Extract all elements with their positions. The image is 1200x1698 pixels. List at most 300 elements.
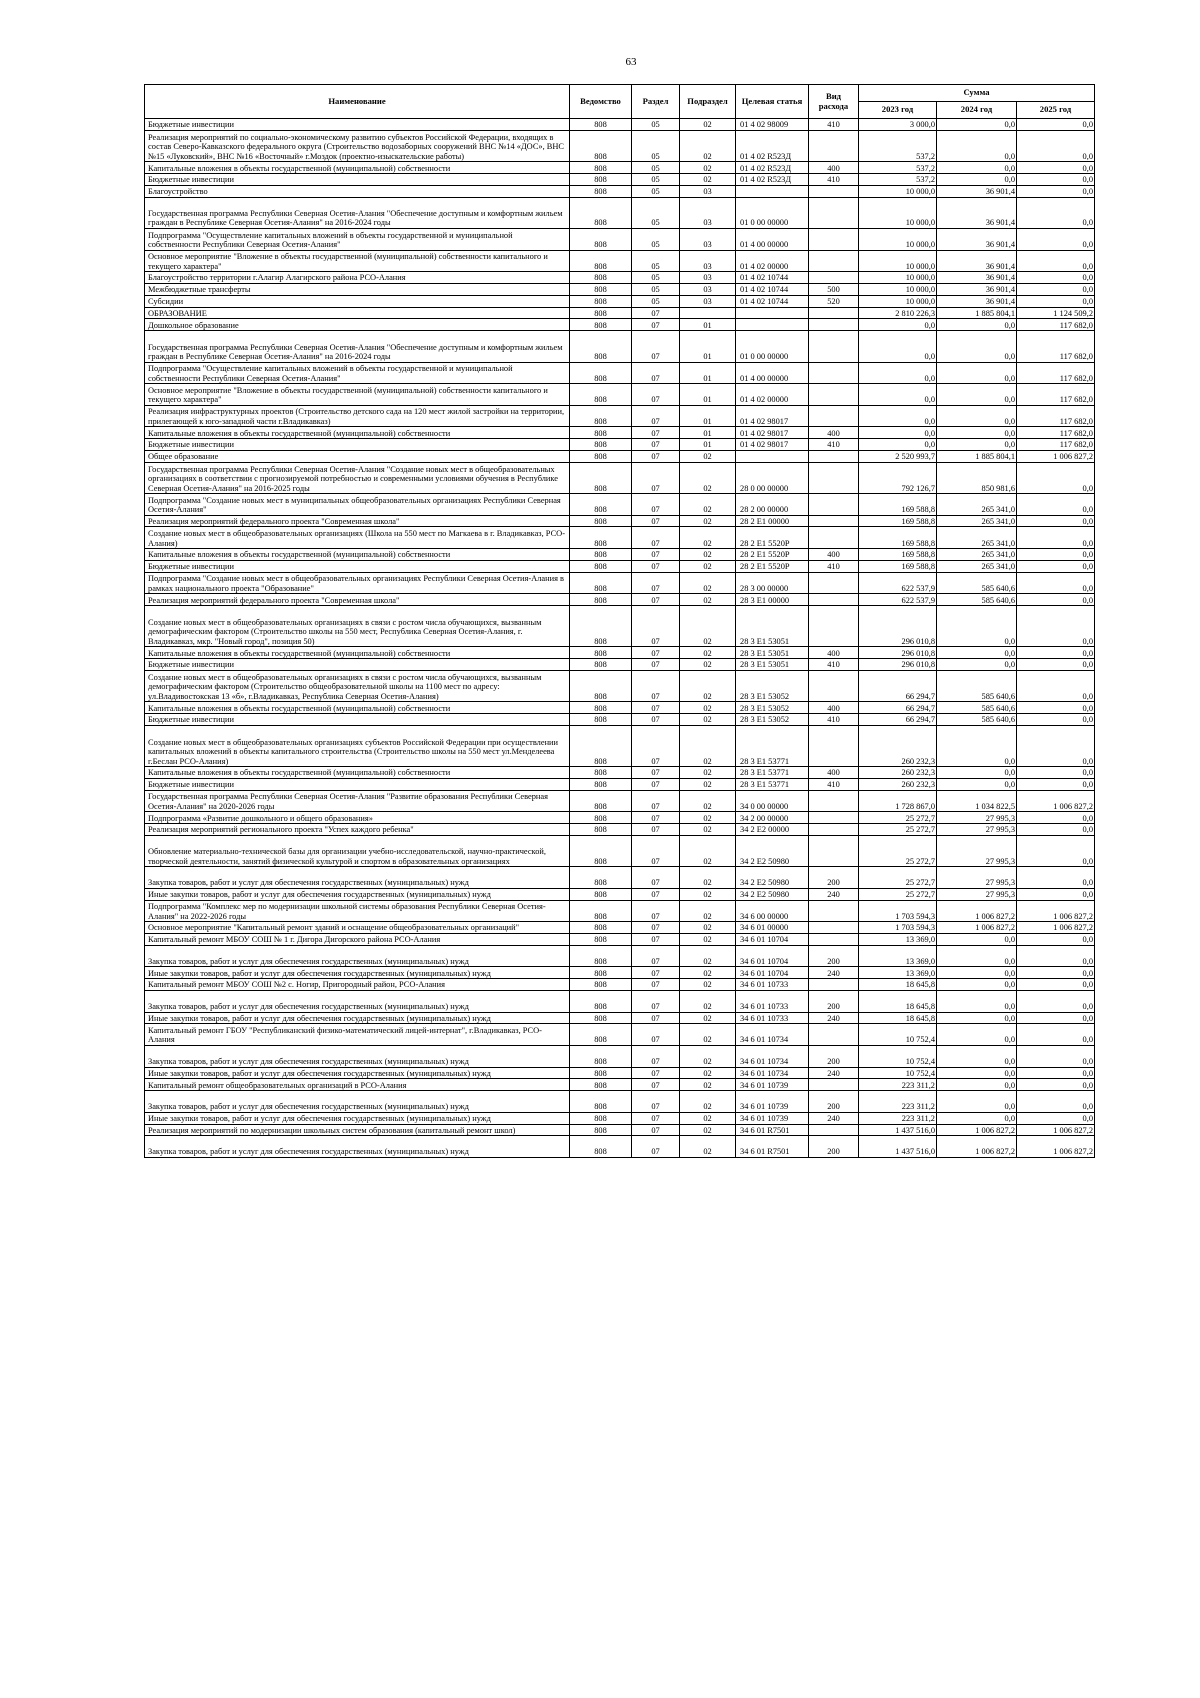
row-sum-2024: 265 341,0 — [937, 560, 1017, 572]
row-podrazdel: 02 — [680, 462, 736, 493]
row-razdel: 07 — [632, 835, 680, 866]
row-sum-2025: 0,0 — [1017, 670, 1095, 701]
row-sum-2025: 0,0 — [1017, 197, 1095, 228]
row-sum-2025: 0,0 — [1017, 594, 1095, 606]
row-name: Бюджетные инвестиции — [145, 659, 570, 671]
row-name: Иные закупки товаров, работ и услуг для обеспечения государственных (муниципальных) нужд — [145, 1112, 570, 1124]
row-name: Создание новых мест в общеобразовательных организациях в связи с ростом числа обучающихся, вызванным демографическим фактором (Строительство общеобразовательной школы на 1100 мест по адресу: ул.Владивостокская 13 «б», г.Владикавказ, Республика Северная Осетия-Алания) — [145, 670, 570, 701]
row-name: Обновление материально-технической базы для организации учебно-исследовательской, научно-практической, творческой деятельности, занятий физической культурой и спортом в образовательных организациях — [145, 835, 570, 866]
row-sum-2025: 117 682,0 — [1017, 439, 1095, 451]
row-sum-2024: 0,0 — [937, 979, 1017, 991]
row-vedomstvo: 808 — [570, 162, 632, 174]
row-razdel: 07 — [632, 767, 680, 779]
row-podrazdel: 02 — [680, 900, 736, 922]
row-sum-2025: 0,0 — [1017, 515, 1095, 527]
table-row — [145, 659, 1095, 671]
row-vedomstvo: 808 — [570, 594, 632, 606]
row-celevaya: 28 2 E1 5520P — [736, 549, 809, 561]
row-celevaya: 28 3 E1 53051 — [736, 659, 809, 671]
table-row — [145, 185, 1095, 197]
row-celevaya: 34 2 E2 50980 — [736, 835, 809, 866]
row-sum-2025: 1 006 827,2 — [1017, 1124, 1095, 1136]
row-podrazdel: 02 — [680, 130, 736, 161]
row-name: Государственная программа Республики Северная Осетия-Алания "Обеспечение доступным и комфортным жильем граждан в Республике Северная Осетия-Алания" на 2016-2024 годы — [145, 331, 570, 362]
header-2025: 2025 год — [1017, 102, 1095, 119]
header-summa: Сумма — [859, 85, 1095, 102]
row-sum-2025: 0,0 — [1017, 1079, 1095, 1091]
row-name: Капитальные вложения в объекты государственной (муниципальной) собственности — [145, 647, 570, 659]
row-vedomstvo: 808 — [570, 295, 632, 307]
row-vedomstvo: 808 — [570, 1124, 632, 1136]
row-vedomstvo: 808 — [570, 606, 632, 647]
row-vedomstvo: 808 — [570, 1012, 632, 1024]
row-sum-2025: 1 006 827,2 — [1017, 790, 1095, 812]
row-razdel: 07 — [632, 331, 680, 362]
row-sum-2025: 0,0 — [1017, 572, 1095, 594]
row-celevaya: 28 3 E1 53052 — [736, 670, 809, 701]
row-sum-2024: 0,0 — [937, 778, 1017, 790]
row-sum-2023: 3 000,0 — [859, 119, 937, 131]
row-razdel: 07 — [632, 560, 680, 572]
row-podrazdel: 02 — [680, 824, 736, 836]
row-razdel: 07 — [632, 990, 680, 1012]
row-celevaya: 34 6 01 10739 — [736, 1091, 809, 1113]
row-sum-2024: 265 341,0 — [937, 515, 1017, 527]
row-vedomstvo: 808 — [570, 515, 632, 527]
row-sum-2023: 0,0 — [859, 405, 937, 427]
row-sum-2024: 585 640,6 — [937, 594, 1017, 606]
row-sum-2023: 10 752,4 — [859, 1024, 937, 1046]
row-vedomstvo: 808 — [570, 922, 632, 934]
row-sum-2023: 0,0 — [859, 439, 937, 451]
row-podrazdel: 02 — [680, 867, 736, 889]
row-podrazdel: 02 — [680, 702, 736, 714]
row-vid: 240 — [809, 1112, 859, 1124]
table-row — [145, 1067, 1095, 1079]
row-vid: 410 — [809, 439, 859, 451]
row-podrazdel: 03 — [680, 197, 736, 228]
row-vid — [809, 307, 859, 319]
row-celevaya — [736, 319, 809, 331]
row-name: Подпрограмма «Развитие дошкольного и общего образования» — [145, 812, 570, 824]
row-razdel: 07 — [632, 659, 680, 671]
row-sum-2025: 0,0 — [1017, 462, 1095, 493]
row-podrazdel: 03 — [680, 185, 736, 197]
row-vid: 410 — [809, 714, 859, 726]
row-sum-2023: 10 752,4 — [859, 1067, 937, 1079]
row-vid — [809, 900, 859, 922]
row-vid: 200 — [809, 867, 859, 889]
row-sum-2025: 1 006 827,2 — [1017, 922, 1095, 934]
row-sum-2023: 537,2 — [859, 173, 937, 185]
row-sum-2023: 0,0 — [859, 362, 937, 384]
row-vid: 200 — [809, 1091, 859, 1113]
row-sum-2025: 0,0 — [1017, 250, 1095, 272]
row-name: Бюджетные инвестиции — [145, 439, 570, 451]
row-razdel: 07 — [632, 439, 680, 451]
row-celevaya: 34 6 01 10734 — [736, 1045, 809, 1067]
row-sum-2025: 0,0 — [1017, 647, 1095, 659]
row-razdel: 05 — [632, 228, 680, 250]
row-name: Основное мероприятие "Вложение в объекты государственной (муниципальной) собственности капитального и текущего характера" — [145, 384, 570, 406]
row-sum-2024: 0,0 — [937, 162, 1017, 174]
row-sum-2024: 0,0 — [937, 659, 1017, 671]
row-podrazdel: 02 — [680, 888, 736, 900]
table-row — [145, 979, 1095, 991]
row-celevaya — [736, 450, 809, 462]
row-sum-2023: 18 645,8 — [859, 1012, 937, 1024]
row-vid — [809, 272, 859, 284]
table-row — [145, 945, 1095, 967]
row-vid: 400 — [809, 702, 859, 714]
row-name: Подпрограмма "Осуществление капитальных вложений в объекты государственной и муниципальной собственности Республики Северная Осетия-Алания" — [145, 228, 570, 250]
row-vid: 400 — [809, 767, 859, 779]
row-vedomstvo: 808 — [570, 439, 632, 451]
row-name: Бюджетные инвестиции — [145, 778, 570, 790]
row-name: Подпрограмма "Создание новых мест в муниципальных общеобразовательных организациях Республики Северная Осетия-Алания" — [145, 494, 570, 516]
row-podrazdel: 03 — [680, 250, 736, 272]
row-sum-2024: 0,0 — [937, 439, 1017, 451]
row-razdel: 07 — [632, 1091, 680, 1113]
row-sum-2024: 27 995,3 — [937, 888, 1017, 900]
row-celevaya: 01 4 02 00000 — [736, 384, 809, 406]
row-sum-2024: 265 341,0 — [937, 549, 1017, 561]
row-podrazdel: 01 — [680, 319, 736, 331]
row-podrazdel: 02 — [680, 1112, 736, 1124]
row-razdel: 05 — [632, 197, 680, 228]
row-razdel: 07 — [632, 572, 680, 594]
row-sum-2024: 0,0 — [937, 767, 1017, 779]
row-sum-2025: 0,0 — [1017, 185, 1095, 197]
row-vedomstvo: 808 — [570, 119, 632, 131]
row-podrazdel: 02 — [680, 1079, 736, 1091]
row-razdel: 05 — [632, 283, 680, 295]
row-razdel: 07 — [632, 1136, 680, 1158]
row-vid — [809, 197, 859, 228]
row-celevaya: 34 6 01 10704 — [736, 945, 809, 967]
table-row — [145, 967, 1095, 979]
row-sum-2024: 585 640,6 — [937, 714, 1017, 726]
row-name: Межбюджетные трансферты — [145, 283, 570, 295]
row-sum-2025: 0,0 — [1017, 560, 1095, 572]
row-celevaya: 01 0 00 00000 — [736, 331, 809, 362]
row-vid — [809, 515, 859, 527]
row-name: Бюджетные инвестиции — [145, 119, 570, 131]
row-vedomstvo: 808 — [570, 450, 632, 462]
row-vid: 410 — [809, 119, 859, 131]
row-name: Благоустройство территории г.Алагир Алагирского района РСО-Алания — [145, 272, 570, 284]
table-row — [145, 331, 1095, 362]
row-sum-2023: 792 126,7 — [859, 462, 937, 493]
row-sum-2024: 0,0 — [937, 427, 1017, 439]
row-sum-2023: 169 588,8 — [859, 527, 937, 549]
row-razdel: 07 — [632, 1024, 680, 1046]
row-name: Реализация мероприятий федерального проекта "Современная школа" — [145, 515, 570, 527]
table-row — [145, 767, 1095, 779]
row-celevaya: 28 3 E1 53771 — [736, 778, 809, 790]
row-razdel: 07 — [632, 945, 680, 967]
row-vid — [809, 812, 859, 824]
row-celevaya: 34 6 01 00000 — [736, 922, 809, 934]
row-sum-2025: 0,0 — [1017, 130, 1095, 161]
row-podrazdel: 02 — [680, 933, 736, 945]
row-razdel: 07 — [632, 450, 680, 462]
row-sum-2024: 850 981,6 — [937, 462, 1017, 493]
row-podrazdel: 02 — [680, 945, 736, 967]
table-row — [145, 867, 1095, 889]
row-vid: 410 — [809, 778, 859, 790]
row-razdel: 07 — [632, 922, 680, 934]
row-podrazdel: 03 — [680, 272, 736, 284]
row-vid — [809, 835, 859, 866]
row-sum-2024: 0,0 — [937, 1091, 1017, 1113]
table-row — [145, 295, 1095, 307]
table-row — [145, 702, 1095, 714]
table-row — [145, 725, 1095, 766]
row-name: Капитальный ремонт МБОУ СОШ № 1 г. Дигора Дигорского района РСО-Алания — [145, 933, 570, 945]
row-razdel: 05 — [632, 295, 680, 307]
row-sum-2024: 0,0 — [937, 606, 1017, 647]
row-podrazdel: 02 — [680, 173, 736, 185]
row-vid — [809, 572, 859, 594]
row-sum-2024: 0,0 — [937, 1067, 1017, 1079]
row-podrazdel: 01 — [680, 384, 736, 406]
row-sum-2023: 260 232,3 — [859, 778, 937, 790]
row-podrazdel: 02 — [680, 1136, 736, 1158]
row-celevaya: 28 3 E1 53052 — [736, 702, 809, 714]
table-row — [145, 362, 1095, 384]
row-celevaya: 28 2 E1 00000 — [736, 515, 809, 527]
row-celevaya: 34 6 01 10733 — [736, 990, 809, 1012]
row-sum-2025: 0,0 — [1017, 778, 1095, 790]
row-sum-2024: 0,0 — [937, 990, 1017, 1012]
row-razdel: 07 — [632, 1067, 680, 1079]
row-sum-2023: 223 311,2 — [859, 1079, 937, 1091]
row-name: Реализация мероприятий по модернизации школьных систем образования (капитальный ремонт школ) — [145, 1124, 570, 1136]
row-name: Капитальные вложения в объекты государственной (муниципальной) собственности — [145, 767, 570, 779]
row-podrazdel: 01 — [680, 427, 736, 439]
row-sum-2025: 0,0 — [1017, 1045, 1095, 1067]
row-sum-2023: 25 272,7 — [859, 824, 937, 836]
row-razdel: 07 — [632, 967, 680, 979]
row-sum-2024: 36 901,4 — [937, 197, 1017, 228]
row-sum-2023: 10 000,0 — [859, 197, 937, 228]
row-sum-2023: 10 752,4 — [859, 1045, 937, 1067]
row-vid — [809, 462, 859, 493]
header-razdel: Раздел — [632, 85, 680, 119]
row-celevaya: 34 6 01 R7501 — [736, 1124, 809, 1136]
row-name: Создание новых мест в общеобразовательных организациях субъектов Российской Федерации при осуществлении капитальных вложений в объекты капитального строительства (Строительство школы на 550 мест ул.Менделеева г.Беслан РСО-Алания) — [145, 725, 570, 766]
row-name: Реализация инфраструктурных проектов (Строительство детского сада на 120 мест жилой застройки на территории, прилегающей к юго-западной части г.Владикавказ) — [145, 405, 570, 427]
header-podrazdel: Подраздел — [680, 85, 736, 119]
row-sum-2023: 0,0 — [859, 331, 937, 362]
row-celevaya: 28 3 E1 53051 — [736, 606, 809, 647]
row-vid — [809, 228, 859, 250]
row-vedomstvo: 808 — [570, 933, 632, 945]
table-row — [145, 283, 1095, 295]
table-row — [145, 405, 1095, 427]
row-vedomstvo: 808 — [570, 835, 632, 866]
row-name: Закупка товаров, работ и услуг для обеспечения государственных (муниципальных) нужд — [145, 1091, 570, 1113]
row-podrazdel: 02 — [680, 119, 736, 131]
row-celevaya: 01 4 02 98017 — [736, 439, 809, 451]
table-row — [145, 1091, 1095, 1113]
row-sum-2023: 10 000,0 — [859, 283, 937, 295]
row-vedomstvo: 808 — [570, 990, 632, 1012]
row-sum-2025: 117 682,0 — [1017, 319, 1095, 331]
row-sum-2025: 117 682,0 — [1017, 331, 1095, 362]
row-vid: 240 — [809, 967, 859, 979]
row-sum-2025: 0,0 — [1017, 933, 1095, 945]
row-razdel: 07 — [632, 319, 680, 331]
table-row — [145, 119, 1095, 131]
row-vid: 400 — [809, 427, 859, 439]
row-vedomstvo: 808 — [570, 272, 632, 284]
row-razdel: 07 — [632, 824, 680, 836]
row-celevaya: 34 2 00 00000 — [736, 812, 809, 824]
row-celevaya: 34 6 01 10733 — [736, 1012, 809, 1024]
row-podrazdel: 02 — [680, 527, 736, 549]
row-podrazdel: 02 — [680, 560, 736, 572]
row-celevaya: 01 4 02 R523Д — [736, 130, 809, 161]
row-celevaya: 01 4 02 R523Д — [736, 162, 809, 174]
row-razdel: 07 — [632, 702, 680, 714]
row-name: Капитальный ремонт МБОУ СОШ №2 с. Ногир, Пригородный район, РСО-Алания — [145, 979, 570, 991]
row-sum-2023: 10 000,0 — [859, 250, 937, 272]
row-celevaya: 34 0 00 00000 — [736, 790, 809, 812]
row-razdel: 05 — [632, 130, 680, 161]
row-vedomstvo: 808 — [570, 1091, 632, 1113]
row-sum-2025: 0,0 — [1017, 173, 1095, 185]
row-celevaya: 34 6 01 10739 — [736, 1112, 809, 1124]
row-sum-2024: 0,0 — [937, 1012, 1017, 1024]
row-sum-2024: 1 006 827,2 — [937, 922, 1017, 934]
row-vid — [809, 185, 859, 197]
row-sum-2023: 169 588,8 — [859, 549, 937, 561]
row-name: Иные закупки товаров, работ и услуг для обеспечения государственных (муниципальных) нужд — [145, 1012, 570, 1024]
row-podrazdel: 02 — [680, 1124, 736, 1136]
row-sum-2023: 1 703 594,3 — [859, 900, 937, 922]
row-podrazdel: 02 — [680, 450, 736, 462]
row-celevaya: 28 3 00 00000 — [736, 572, 809, 594]
row-celevaya: 28 2 E1 5520P — [736, 527, 809, 549]
row-vid: 240 — [809, 888, 859, 900]
row-razdel: 05 — [632, 162, 680, 174]
row-vid — [809, 1124, 859, 1136]
row-celevaya: 34 6 01 10704 — [736, 967, 809, 979]
row-vedomstvo: 808 — [570, 1079, 632, 1091]
row-sum-2025: 0,0 — [1017, 549, 1095, 561]
row-podrazdel: 02 — [680, 515, 736, 527]
row-razdel: 07 — [632, 1124, 680, 1136]
row-vid: 200 — [809, 1136, 859, 1158]
row-sum-2025: 0,0 — [1017, 1012, 1095, 1024]
row-sum-2023: 66 294,7 — [859, 702, 937, 714]
row-sum-2023: 0,0 — [859, 427, 937, 439]
row-sum-2025: 0,0 — [1017, 162, 1095, 174]
header-2023: 2023 год — [859, 102, 937, 119]
table-row — [145, 714, 1095, 726]
row-podrazdel: 03 — [680, 295, 736, 307]
row-vid — [809, 824, 859, 836]
row-razdel: 05 — [632, 272, 680, 284]
row-vedomstvo: 808 — [570, 945, 632, 967]
row-name: Основное мероприятие "Вложение в объекты государственной (муниципальной) собственности капитального и текущего характера" — [145, 250, 570, 272]
row-name: Реализация мероприятий по социально-экономическому развитию субъектов Российской Федерации, входящих в состав Северо-Кавказского федерального округа (Строительство водозаборных сооружений ВНС №14 «ДОС», ВНС №15 «Луковский», ВНС №16 «Восточный» г.Моздок (проектно-изыскательские работы) — [145, 130, 570, 161]
row-celevaya — [736, 307, 809, 319]
row-sum-2024: 0,0 — [937, 384, 1017, 406]
row-vedomstvo: 808 — [570, 900, 632, 922]
row-vedomstvo: 808 — [570, 790, 632, 812]
row-podrazdel: 02 — [680, 1045, 736, 1067]
row-sum-2024: 36 901,4 — [937, 250, 1017, 272]
table-row — [145, 1024, 1095, 1046]
row-vedomstvo: 808 — [570, 384, 632, 406]
row-vid — [809, 450, 859, 462]
row-sum-2024: 1 006 827,2 — [937, 1124, 1017, 1136]
row-razdel: 07 — [632, 307, 680, 319]
row-vedomstvo: 808 — [570, 714, 632, 726]
row-sum-2024: 0,0 — [937, 967, 1017, 979]
row-vedomstvo: 808 — [570, 560, 632, 572]
table-row — [145, 1079, 1095, 1091]
row-name: ОБРАЗОВАНИЕ — [145, 307, 570, 319]
table-row — [145, 462, 1095, 493]
row-name: Государственная программа Республики Северная Осетия-Алания "Создание новых мест в общеобразовательных организациях в соответствии с прогнозируемой потребностью и современными условиями обучения в Республике Северная Осетия-Алания" на 2016-2025 годы — [145, 462, 570, 493]
row-sum-2024: 27 995,3 — [937, 835, 1017, 866]
table-row — [145, 647, 1095, 659]
row-podrazdel: 02 — [680, 812, 736, 824]
header-vid: Вид расхода — [809, 85, 859, 119]
row-name: Общее образование — [145, 450, 570, 462]
row-sum-2024: 1 006 827,2 — [937, 900, 1017, 922]
row-sum-2025: 0,0 — [1017, 228, 1095, 250]
row-name: Государственная программа Республики Северная Осетия-Алания "Обеспечение доступным и комфортным жильем граждан в Республике Северная Осетия-Алания" на 2016-2024 годы — [145, 197, 570, 228]
row-sum-2025: 0,0 — [1017, 272, 1095, 284]
table-row — [145, 670, 1095, 701]
row-podrazdel: 02 — [680, 778, 736, 790]
row-podrazdel: 01 — [680, 405, 736, 427]
row-celevaya: 01 4 02 10744 — [736, 272, 809, 284]
row-podrazdel: 02 — [680, 647, 736, 659]
row-sum-2025: 0,0 — [1017, 1024, 1095, 1046]
table-row — [145, 162, 1095, 174]
row-razdel: 05 — [632, 250, 680, 272]
row-sum-2023: 25 272,7 — [859, 888, 937, 900]
header-vedomstvo: Ведомство — [570, 85, 632, 119]
row-vedomstvo: 808 — [570, 185, 632, 197]
row-razdel: 07 — [632, 867, 680, 889]
row-celevaya: 01 4 02 R523Д — [736, 173, 809, 185]
table-row — [145, 888, 1095, 900]
row-vedomstvo: 808 — [570, 1136, 632, 1158]
row-sum-2024: 0,0 — [937, 173, 1017, 185]
row-sum-2024: 36 901,4 — [937, 283, 1017, 295]
row-celevaya: 34 6 01 R7501 — [736, 1136, 809, 1158]
row-sum-2024: 36 901,4 — [937, 272, 1017, 284]
row-name: Создание новых мест в общеобразовательных организациях (Школа на 550 мест по Магкаева в г. Владикавказ, РСО-Алания) — [145, 527, 570, 549]
page-number: 63 — [625, 56, 637, 68]
row-razdel: 07 — [632, 515, 680, 527]
row-podrazdel: 02 — [680, 494, 736, 516]
header-celevaya: Целевая статья — [736, 85, 809, 119]
row-sum-2023: 10 000,0 — [859, 272, 937, 284]
row-sum-2023: 18 645,8 — [859, 979, 937, 991]
row-sum-2023: 1 437 516,0 — [859, 1136, 937, 1158]
row-name: Капитальные вложения в объекты государственной (муниципальной) собственности — [145, 702, 570, 714]
row-vedomstvo: 808 — [570, 867, 632, 889]
row-vid — [809, 384, 859, 406]
